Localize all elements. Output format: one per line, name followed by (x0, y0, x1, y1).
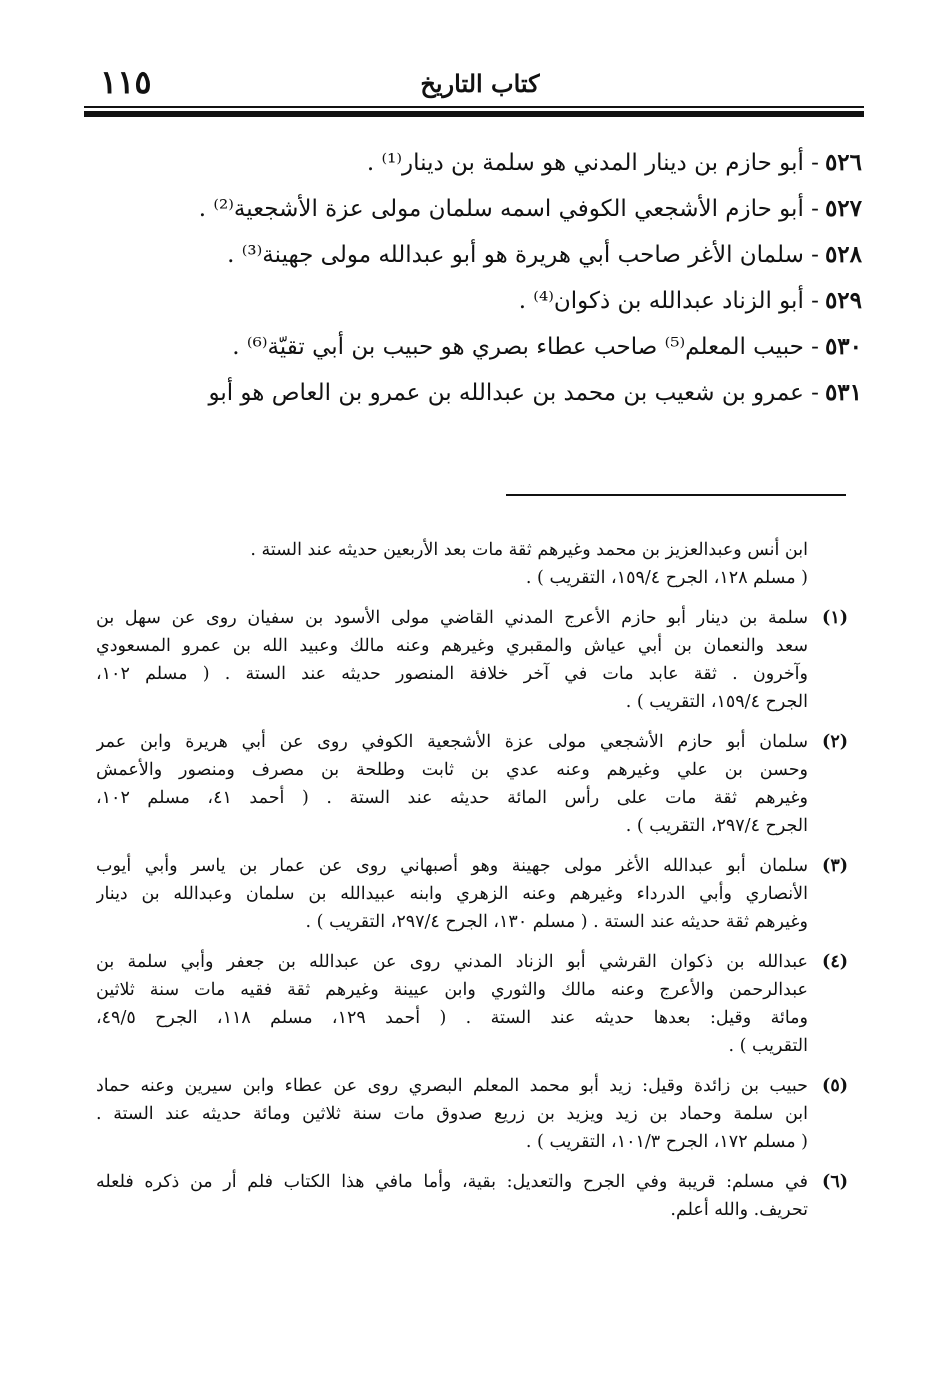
header-rule-thick (84, 111, 864, 117)
footnotes (96, 536, 848, 1236)
footnote-1 (96, 604, 848, 716)
entry-number: ٥٢٦ (824, 149, 862, 176)
entry-text: - أبو حازم الأشجعي الكوفي اسمه سلمان مولى عزة الأشجعية⁽²⁾ . (198, 196, 819, 222)
footnote-marker: (٣) (822, 856, 848, 876)
footnote-continuation (96, 536, 848, 592)
page-number: ١١٥ (100, 63, 152, 101)
header-rule-thin (84, 106, 864, 108)
entry-text: - سلمان الأغر صاحب أبي هريرة هو أبو عبدالله مولى جهينة⁽³⁾ . (227, 242, 819, 268)
entry-526 (86, 140, 862, 186)
entry-529 (86, 278, 862, 324)
footnote-line: سعد والنعمان بن أبي عياش والمقبري وغيرهم وعنه مالك وعبيد الله بن عمرو المسعودي (96, 636, 808, 656)
footnote-line: وغيرهم ثقة حديثه عند الستة . ( مسلم ١٣٠، الجرح ٢٩٧/٤، التقريب ) . (305, 912, 808, 932)
footnote-body (96, 1168, 808, 1224)
footnote-marker: (٦) (822, 1172, 848, 1192)
entry-number: ٥٣٠ (824, 333, 862, 360)
footnote-line: سلمان أبو عبدالله الأغر مولى جهينة وهو أصبهاني روى عن عمار بن ياسر وأبي أيوب (96, 856, 808, 876)
footnote-line: ( مسلم ١٧٢، الجرح ١٠١/٣، التقريب ) . (525, 1132, 808, 1152)
footnote-line: التقريب ) . (728, 1036, 808, 1056)
footnote-6 (96, 1168, 848, 1224)
footnote-line: الجرح ١٥٩/٤، التقريب ) . (625, 692, 808, 712)
footnote-line: سلمان أبو حازم الأشجعي مولى عزة الأشجعية الكوفي روى عن أبي هريرة وابن عمر (96, 732, 808, 752)
footnote-2 (96, 728, 848, 840)
footnote-marker: (٥) (822, 1076, 848, 1096)
footnote-4 (96, 948, 848, 1060)
footnote-body (96, 948, 808, 1060)
footnote-body (96, 852, 808, 936)
footnote-5 (96, 1072, 848, 1156)
entry-text: - حبيب المعلم⁽⁵⁾ صاحب عطاء بصري هو حبيب بن أبي تقيّة⁽⁶⁾ . (232, 334, 819, 360)
footnote-body (96, 728, 808, 840)
footnote-body (96, 604, 808, 716)
entry-number: ٥٢٧ (824, 195, 862, 222)
footnote-line: تحريف. والله أعلم. (670, 1200, 808, 1220)
footnote-line: سلمة بن دينار أبو حازم الأعرج المدني القاضي مولى الأسود بن سفيان روى عن سهل بن (96, 608, 808, 628)
footnote-line: الأنصاري وأبي الدرداء وغيرهم وعنه الزهري وابنه عبيدالله بن سلمان وعبدالله بن دينار (96, 884, 808, 904)
footnote-line: عبدالله بن ذكوان القرشي أبو الزناد المدني روى عن عبدالله بن جعفر وأبي سلمة بن (96, 952, 808, 972)
footnote-line: عبدالرحمن والأعرج وعنه مالك والثوري وابن عيينة وغيرهم ثقة فقيه مات سنة ثلاثين (96, 980, 808, 1000)
entry-531 (86, 370, 862, 416)
entry-number: ٥٣١ (824, 379, 862, 406)
entry-number: ٥٢٩ (824, 287, 862, 314)
footnote-line: حبيب بن زائدة وقيل: زيد أبو محمد المعلم البصري روى عن عطاء وابن سيرين وعنه حماد (96, 1076, 808, 1096)
footnote-line: وحسن بن علي وغيرهم وعنه عدي بن ثابت وطلحة بن مصرف ومنصور والأعمش (96, 760, 808, 780)
entries-list (86, 140, 862, 416)
entry-527 (86, 186, 862, 232)
footnote-line: ابن أنس وعبدالعزيز بن محمد وغيرهم ثقة مات بعد الأربعين حديثه عند الستة . (250, 540, 808, 560)
footnote-line: ابن سلمة وحماد بن زيد ويزيد بن زريع صدوق مات سنة ثلاثين ومائة حديثه عند الستة . (96, 1104, 808, 1124)
entry-number: ٥٢٨ (824, 241, 862, 268)
footnote-body (96, 536, 808, 592)
footnote-line: الجرح ٢٩٧/٤، التقريب ) . (625, 816, 808, 836)
footnote-line: ( مسلم ١٢٨، الجرح ١٥٩/٤، التقريب ) . (525, 568, 808, 588)
entry-text: - عمرو بن شعيب بن محمد بن عبدالله بن عمرو بن العاص هو أبو (208, 380, 819, 406)
footnote-line: في مسلم: قريبة وفي الجرح والتعديل: بقية، وأما مافي هذا الكتاب فلم أر من ذكره فلعله (96, 1172, 808, 1192)
footnote-line: وغيرهم ثقة مات على رأس المائة حديثه عند الستة . ( أحمد ٤١، مسلم ١٠٢، (96, 788, 808, 808)
running-title: كتاب التاريخ (420, 69, 540, 98)
footnote-line: ومائة وقيل: بعدها حديثه عند الستة . ( أحمد ١٢٩، مسلم ١١٨، الجرح ٤٩/٥، (96, 1008, 808, 1028)
footnote-line: وآخرون . ثقة عابد مات في آخر خلافة المنصور حديثه عند الستة . ( مسلم ١٠٢، (96, 664, 808, 684)
footnote-body (96, 1072, 808, 1156)
entry-528 (86, 232, 862, 278)
footnote-marker: (١) (822, 608, 848, 628)
footnote-marker: (٤) (822, 952, 848, 972)
footnote-marker: (٢) (822, 732, 848, 752)
entry-text: - أبو حازم بن دينار المدني هو سلمة بن دينار⁽¹⁾ . (366, 150, 819, 176)
footnote-3 (96, 852, 848, 936)
entry-text: - أبو الزناد عبدالله بن ذكوان⁽⁴⁾ . (518, 288, 819, 314)
footnote-separator (506, 494, 846, 496)
entry-530 (86, 324, 862, 370)
